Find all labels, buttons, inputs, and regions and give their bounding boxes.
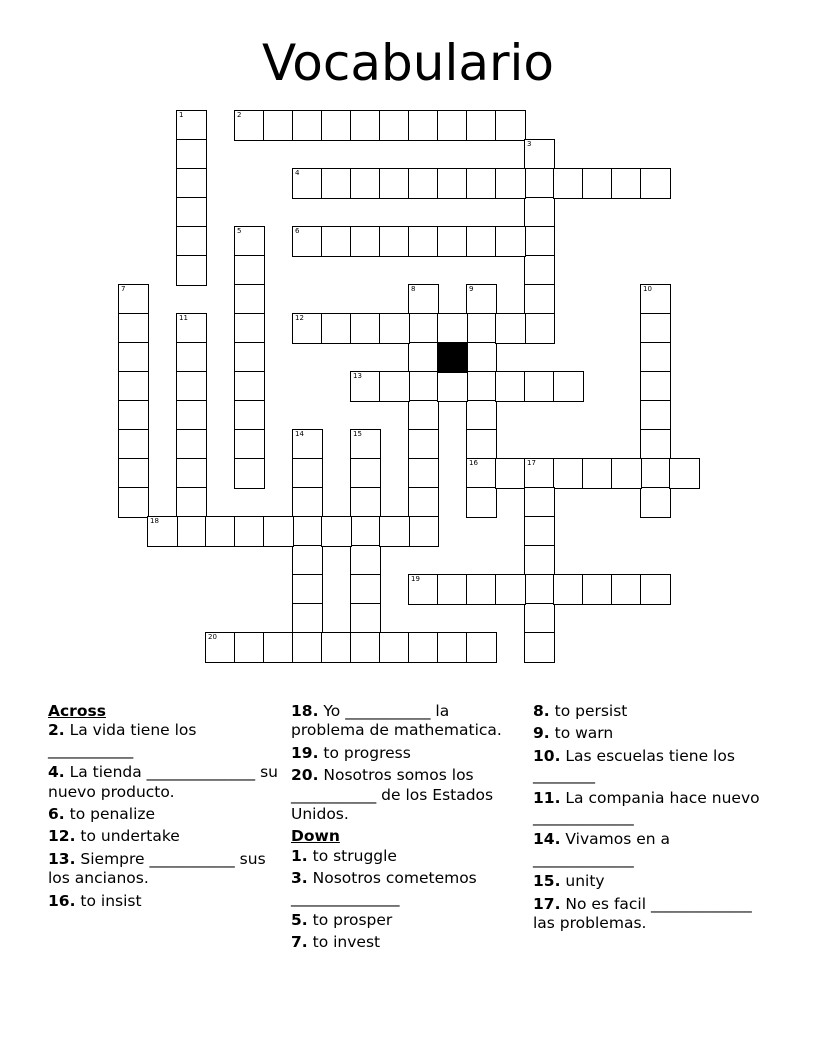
grid-cell[interactable] <box>553 458 584 489</box>
grid-cell[interactable] <box>321 632 352 663</box>
grid-cell[interactable] <box>524 545 555 576</box>
grid-cell[interactable] <box>408 342 439 373</box>
across-clue: 18. Yo ___________ la problema de mathematica. <box>291 702 502 740</box>
cell-number: 15 <box>353 430 362 438</box>
grid-cell[interactable] <box>263 516 294 547</box>
grid-cell[interactable] <box>408 284 439 315</box>
grid-cell[interactable] <box>176 400 207 431</box>
grid-cell[interactable] <box>176 371 207 402</box>
across-clue: 12. to undertake <box>48 827 180 846</box>
grid-cell[interactable] <box>408 632 439 663</box>
grid-cell[interactable] <box>524 139 555 170</box>
grid-cell[interactable] <box>495 168 526 199</box>
grid-cell[interactable] <box>379 168 410 199</box>
grid-cell[interactable] <box>524 168 555 199</box>
down-clue: 11. La compania hace nuevo _____________ <box>533 788 760 827</box>
grid-cell[interactable] <box>176 313 207 344</box>
grid-cell[interactable] <box>292 226 323 257</box>
grid-cell[interactable] <box>408 313 439 344</box>
grid-cell[interactable] <box>669 458 700 489</box>
grid-cell[interactable] <box>350 545 381 576</box>
cell-number: 18 <box>150 517 159 525</box>
grid-cell[interactable] <box>640 458 671 489</box>
grid-cell[interactable] <box>524 458 555 489</box>
grid-cell[interactable] <box>524 516 555 547</box>
grid-cell[interactable] <box>524 371 555 402</box>
grid-cell[interactable] <box>118 400 149 431</box>
grid-cell[interactable] <box>118 458 149 489</box>
grid-cell[interactable] <box>553 371 584 402</box>
grid-cell[interactable] <box>292 632 323 663</box>
grid-cell[interactable] <box>118 284 149 315</box>
grid-cell[interactable] <box>234 313 265 344</box>
grid-cell[interactable] <box>234 632 265 663</box>
cell-number: 1 <box>179 111 184 119</box>
across-clue: 13. Siempre ___________ sus los ancianos. <box>48 849 266 888</box>
across-heading: Across <box>48 702 106 720</box>
grid-cell[interactable] <box>466 574 497 605</box>
grid-cell[interactable] <box>640 487 671 518</box>
grid-cell[interactable] <box>466 284 497 315</box>
cell-number: 2 <box>237 111 242 119</box>
cell-number: 5 <box>237 227 242 235</box>
grid-cell[interactable] <box>292 603 323 634</box>
cell-number: 12 <box>295 314 304 322</box>
grid-cell[interactable] <box>350 313 381 344</box>
grid-cell[interactable] <box>350 603 381 634</box>
cell-number: 19 <box>411 575 420 583</box>
grid-cell[interactable] <box>495 226 526 257</box>
grid-cell[interactable] <box>292 458 323 489</box>
clues-column-3 <box>533 702 769 936</box>
grid-cell[interactable] <box>350 487 381 518</box>
cell-number: 3 <box>527 140 532 148</box>
grid-cell[interactable] <box>437 313 468 344</box>
clues-column-2 <box>291 702 527 956</box>
grid-cell[interactable] <box>524 574 555 605</box>
grid-cell[interactable] <box>437 168 468 199</box>
grid-cell[interactable] <box>205 516 236 547</box>
cell-number: 4 <box>295 169 300 177</box>
grid-cell[interactable] <box>524 226 555 257</box>
down-clue: 15. unity <box>533 872 605 891</box>
grid-cell[interactable] <box>176 342 207 373</box>
grid-cell[interactable] <box>466 313 497 344</box>
grid-cell[interactable] <box>379 110 410 141</box>
grid-cell[interactable] <box>147 516 178 547</box>
grid-cell[interactable] <box>234 400 265 431</box>
grid-cell[interactable] <box>292 487 323 518</box>
grid-cell[interactable] <box>176 168 207 199</box>
grid-cell[interactable] <box>292 168 323 199</box>
grid-cell[interactable] <box>234 516 265 547</box>
grid-cell[interactable] <box>408 574 439 605</box>
grid-cell[interactable] <box>118 342 149 373</box>
cell-number: 11 <box>179 314 188 322</box>
across-clue: 20. Nosotros somos los ___________ de los Estados Unidos. <box>291 766 494 824</box>
grid-cell[interactable] <box>350 371 381 402</box>
down-clue: 5. to prosper <box>291 911 393 930</box>
grid-cell[interactable] <box>234 255 265 286</box>
grid-cell[interactable] <box>466 487 497 518</box>
grid-cell[interactable] <box>611 574 642 605</box>
down-clue: 17. No es facil _____________ las problemas. <box>533 894 752 933</box>
grid-cell[interactable] <box>408 516 439 547</box>
grid-cell[interactable] <box>292 545 323 576</box>
grid-cell[interactable] <box>350 574 381 605</box>
grid-cell[interactable] <box>437 226 468 257</box>
grid-cell[interactable] <box>176 429 207 460</box>
grid-cell[interactable] <box>437 574 468 605</box>
grid-cell[interactable] <box>350 226 381 257</box>
grid-cell[interactable] <box>408 226 439 257</box>
grid-cell[interactable] <box>350 429 381 460</box>
grid-cell[interactable] <box>350 516 381 547</box>
grid-cell[interactable] <box>408 429 439 460</box>
cell-number: 9 <box>469 285 474 293</box>
grid-cell[interactable] <box>379 371 410 402</box>
grid-cell[interactable] <box>234 429 265 460</box>
down-heading: Down <box>291 827 340 846</box>
grid-cell[interactable] <box>640 429 671 460</box>
grid-cell[interactable] <box>118 429 149 460</box>
grid-cell[interactable] <box>437 371 468 402</box>
clues-column-1 <box>48 702 284 914</box>
across-clue: 16. to insist <box>48 891 142 910</box>
grid-cell[interactable] <box>408 458 439 489</box>
grid-cell[interactable] <box>292 313 323 344</box>
cell-number: 7 <box>121 285 126 293</box>
across-clue: 2. La vida tiene los ___________ <box>48 721 197 759</box>
cell-number: 17 <box>527 459 536 467</box>
across-clue: 19. to progress <box>291 743 411 762</box>
down-clue: 9. to warn <box>533 724 614 743</box>
grid-cell[interactable] <box>466 400 497 431</box>
grid-cell[interactable] <box>350 632 381 663</box>
grid-cell[interactable] <box>350 168 381 199</box>
grid-cell[interactable] <box>379 313 410 344</box>
grid-cell[interactable] <box>321 313 352 344</box>
grid-cell[interactable] <box>292 110 323 141</box>
cell-number: 8 <box>411 285 416 293</box>
grid-cell[interactable] <box>524 603 555 634</box>
grid-cell[interactable] <box>321 168 352 199</box>
grid-cell[interactable] <box>611 168 642 199</box>
grid-cell[interactable] <box>408 487 439 518</box>
grid-cell[interactable] <box>263 110 294 141</box>
down-clue: 3. Nosotros cometemos ______________ <box>291 869 477 907</box>
grid-cell[interactable] <box>495 110 526 141</box>
page-title: Vocabulario <box>261 34 555 92</box>
grid-cell[interactable] <box>582 168 613 199</box>
grid-cell[interactable] <box>495 458 526 489</box>
black-cell <box>437 342 468 373</box>
grid-cell[interactable] <box>524 487 555 518</box>
grid-cell[interactable] <box>350 110 381 141</box>
grid-cell[interactable] <box>466 632 497 663</box>
grid-cell[interactable] <box>640 400 671 431</box>
grid-cell[interactable] <box>640 313 671 344</box>
grid-cell[interactable] <box>292 429 323 460</box>
down-clue: 14. Vivamos en a _____________ <box>533 830 671 868</box>
grid-cell[interactable] <box>176 139 207 170</box>
grid-cell[interactable] <box>524 632 555 663</box>
grid-cell[interactable] <box>553 168 584 199</box>
grid-cell[interactable] <box>234 371 265 402</box>
grid-cell[interactable] <box>640 371 671 402</box>
grid-cell[interactable] <box>466 110 497 141</box>
cell-number: 20 <box>208 633 217 641</box>
grid-cell[interactable] <box>466 371 497 402</box>
grid-cell[interactable] <box>466 168 497 199</box>
grid-cell[interactable] <box>466 458 497 489</box>
grid-cell[interactable] <box>408 371 439 402</box>
grid-cell[interactable] <box>379 516 410 547</box>
grid-cell[interactable] <box>176 487 207 518</box>
cell-number: 13 <box>353 372 362 380</box>
grid-cell[interactable] <box>205 632 236 663</box>
grid-cell[interactable] <box>321 226 352 257</box>
grid-cell[interactable] <box>321 110 352 141</box>
grid-cell[interactable] <box>234 110 265 141</box>
grid-cell[interactable] <box>292 574 323 605</box>
grid-cell[interactable] <box>176 516 207 547</box>
grid-cell[interactable] <box>466 226 497 257</box>
down-clue: 8. to persist <box>533 702 628 720</box>
grid-cell[interactable] <box>582 574 613 605</box>
grid-cell[interactable] <box>292 516 323 547</box>
grid-cell[interactable] <box>176 458 207 489</box>
grid-cell[interactable] <box>234 458 265 489</box>
grid-cell[interactable] <box>234 342 265 373</box>
across-clue: 4. La tienda ______________ su nuevo producto. <box>48 763 279 801</box>
grid-cell[interactable] <box>524 255 555 286</box>
grid-cell[interactable] <box>176 110 207 141</box>
grid-cell[interactable] <box>408 168 439 199</box>
grid-cell[interactable] <box>234 226 265 257</box>
grid-cell[interactable] <box>524 197 555 228</box>
cell-number: 16 <box>469 459 478 467</box>
grid-cell[interactable] <box>582 458 613 489</box>
grid-cell[interactable] <box>640 342 671 373</box>
grid-cell[interactable] <box>176 226 207 257</box>
grid-cell[interactable] <box>234 284 265 315</box>
cell-number: 10 <box>643 285 652 293</box>
grid-cell[interactable] <box>495 313 526 344</box>
grid-cell[interactable] <box>524 313 555 344</box>
grid-cell[interactable] <box>379 226 410 257</box>
grid-cell[interactable] <box>408 110 439 141</box>
grid-cell[interactable] <box>495 371 526 402</box>
grid-cell[interactable] <box>640 168 671 199</box>
grid-cell[interactable] <box>408 400 439 431</box>
grid-cell[interactable] <box>640 284 671 315</box>
grid-cell[interactable] <box>118 487 149 518</box>
cell-number: 14 <box>295 430 304 438</box>
grid-cell[interactable] <box>466 429 497 460</box>
grid-cell[interactable] <box>495 574 526 605</box>
grid-cell[interactable] <box>524 284 555 315</box>
grid-cell[interactable] <box>437 110 468 141</box>
grid-cell[interactable] <box>118 313 149 344</box>
grid-cell[interactable] <box>118 371 149 402</box>
grid-cell[interactable] <box>263 632 294 663</box>
grid-cell[interactable] <box>176 255 207 286</box>
grid-cell[interactable] <box>611 458 642 489</box>
down-clue: 1. to struggle <box>291 846 397 865</box>
grid-cell[interactable] <box>321 516 352 547</box>
down-clue: 7. to invest <box>291 933 381 952</box>
grid-cell[interactable] <box>466 342 497 373</box>
grid-cell[interactable] <box>640 574 671 605</box>
across-clue: 6. to penalize <box>48 805 156 824</box>
grid-cell[interactable] <box>379 632 410 663</box>
grid-cell[interactable] <box>176 197 207 228</box>
grid-cell[interactable] <box>437 632 468 663</box>
cell-number: 6 <box>295 227 300 235</box>
grid-cell[interactable] <box>553 574 584 605</box>
down-clue: 10. Las escuelas tiene los ________ <box>533 746 735 785</box>
grid-cell[interactable] <box>350 458 381 489</box>
